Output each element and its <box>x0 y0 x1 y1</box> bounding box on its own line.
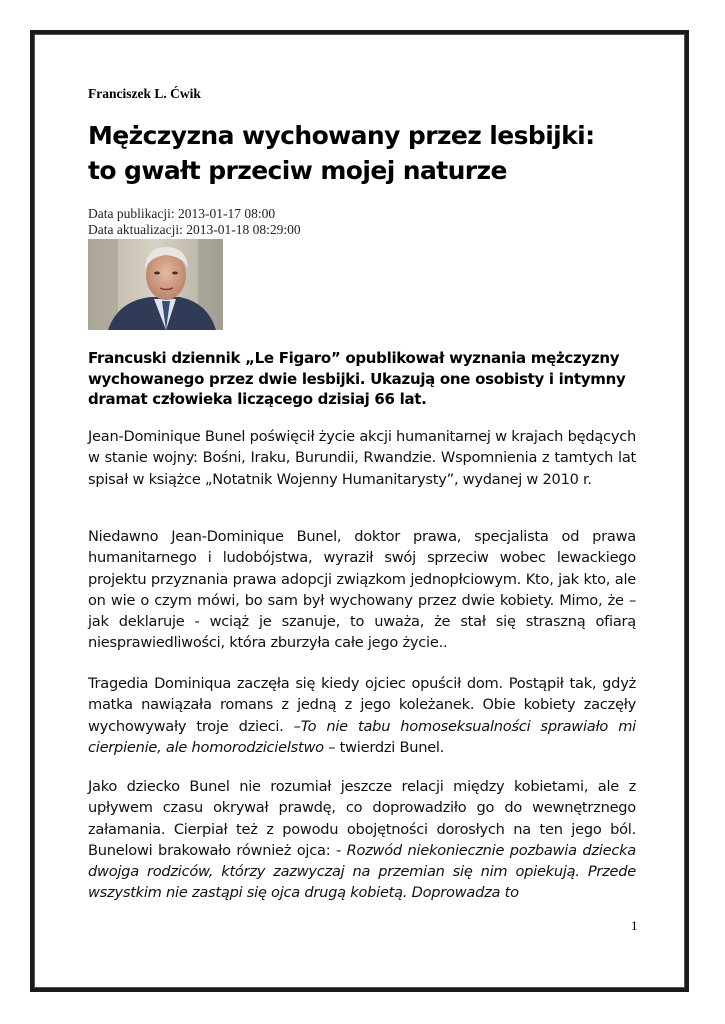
page-number: 1 <box>631 918 638 933</box>
title-line-2: to gwałt przeciw mojej naturze <box>88 156 507 185</box>
paragraph-1: Jean-Dominique Bunel poświęcił życie akcji humanitarnej w krajach będących w stanie wojny: Bośni, Iraku, Burundii, Rwandzie. Wspomnienia z tamtych lat spisał w książce „Notatnik Wojenny Humanitarysty”, wydanej w 2010 r. <box>88 428 636 488</box>
paragraph-3-quote: To nie tabu homoseksualności sprawiało mi cierpienie, ale homorodzicielstwo <box>88 717 636 756</box>
paragraph-4 <box>88 776 636 904</box>
paragraph-3 <box>88 673 636 758</box>
paragraph-3-tail: – twierdzi Bunel. <box>323 738 445 756</box>
author-photo <box>88 239 223 330</box>
article-lead: Francuski dziennik „Le Figaro” opublikował wyznania mężczyzny wychowanego przez dwie lesbijki. Ukazują one osobisty i intymny dramat człowieka liczącego dzisiaj 66 lat. <box>88 349 626 408</box>
article-title <box>88 118 648 188</box>
update-date: Data aktualizacji: 2013-01-18 08:29:00 <box>88 222 301 237</box>
paragraph-3-text: Tragedia Dominiqua zaczęła się kiedy ojciec opuścił dom. Postąpił tak, gdyż matka nawiązała romans z jedną z jego koleżanek. Obie kobiety zaczęły wychowywały troje dzieci. – <box>88 675 636 735</box>
article-dates <box>88 206 301 238</box>
publication-date: Data publikacji: 2013-01-17 08:00 <box>88 206 276 221</box>
paragraph-4-quote: Rozwód niekoniecznie pozbawia dziecka dwojga rodziców, którzy zazwyczaj na przemian się nim opiekują. Przede wszystkim nie zastąpi się ojca drugą kobietą. Doprowadza to <box>88 841 636 902</box>
portrait-photo-icon <box>88 239 223 330</box>
author-name: Franciszek L. Ćwik <box>88 86 201 101</box>
paragraph-2: Niedawno Jean-Dominique Bunel, doktor prawa, specjalista od prawa humanitarnego i ludobójstwa, wyraził swój sprzeciw wobec lewackiego projektu przyznania prawa adopcji związkom jednopłciowym. Kto, jak kto, ale on wie o czym mówi, bo sam był wychowany przez dwie kobiety. Mimo, że – jak deklaruje - wciąż je szanuje, to uważa, że stał się straszną ofiarą niesprawiedliwości, która zburzyła całe jego życie.. <box>88 528 636 652</box>
paragraph-4-text: Jako dziecko Bunel nie rozumiał jeszcze relacji między kobietami, ale z upływem czasu okrywał prawdę, co doprowadziło go do wewnętrznego załamania. Cierpiał też z powodu obojętności dorosłych na ten jego ból. Bunelowi brakowało również ojca: - <box>88 778 636 859</box>
title-line-1: Mężczyzna wychowany przez lesbijki: <box>88 121 595 150</box>
